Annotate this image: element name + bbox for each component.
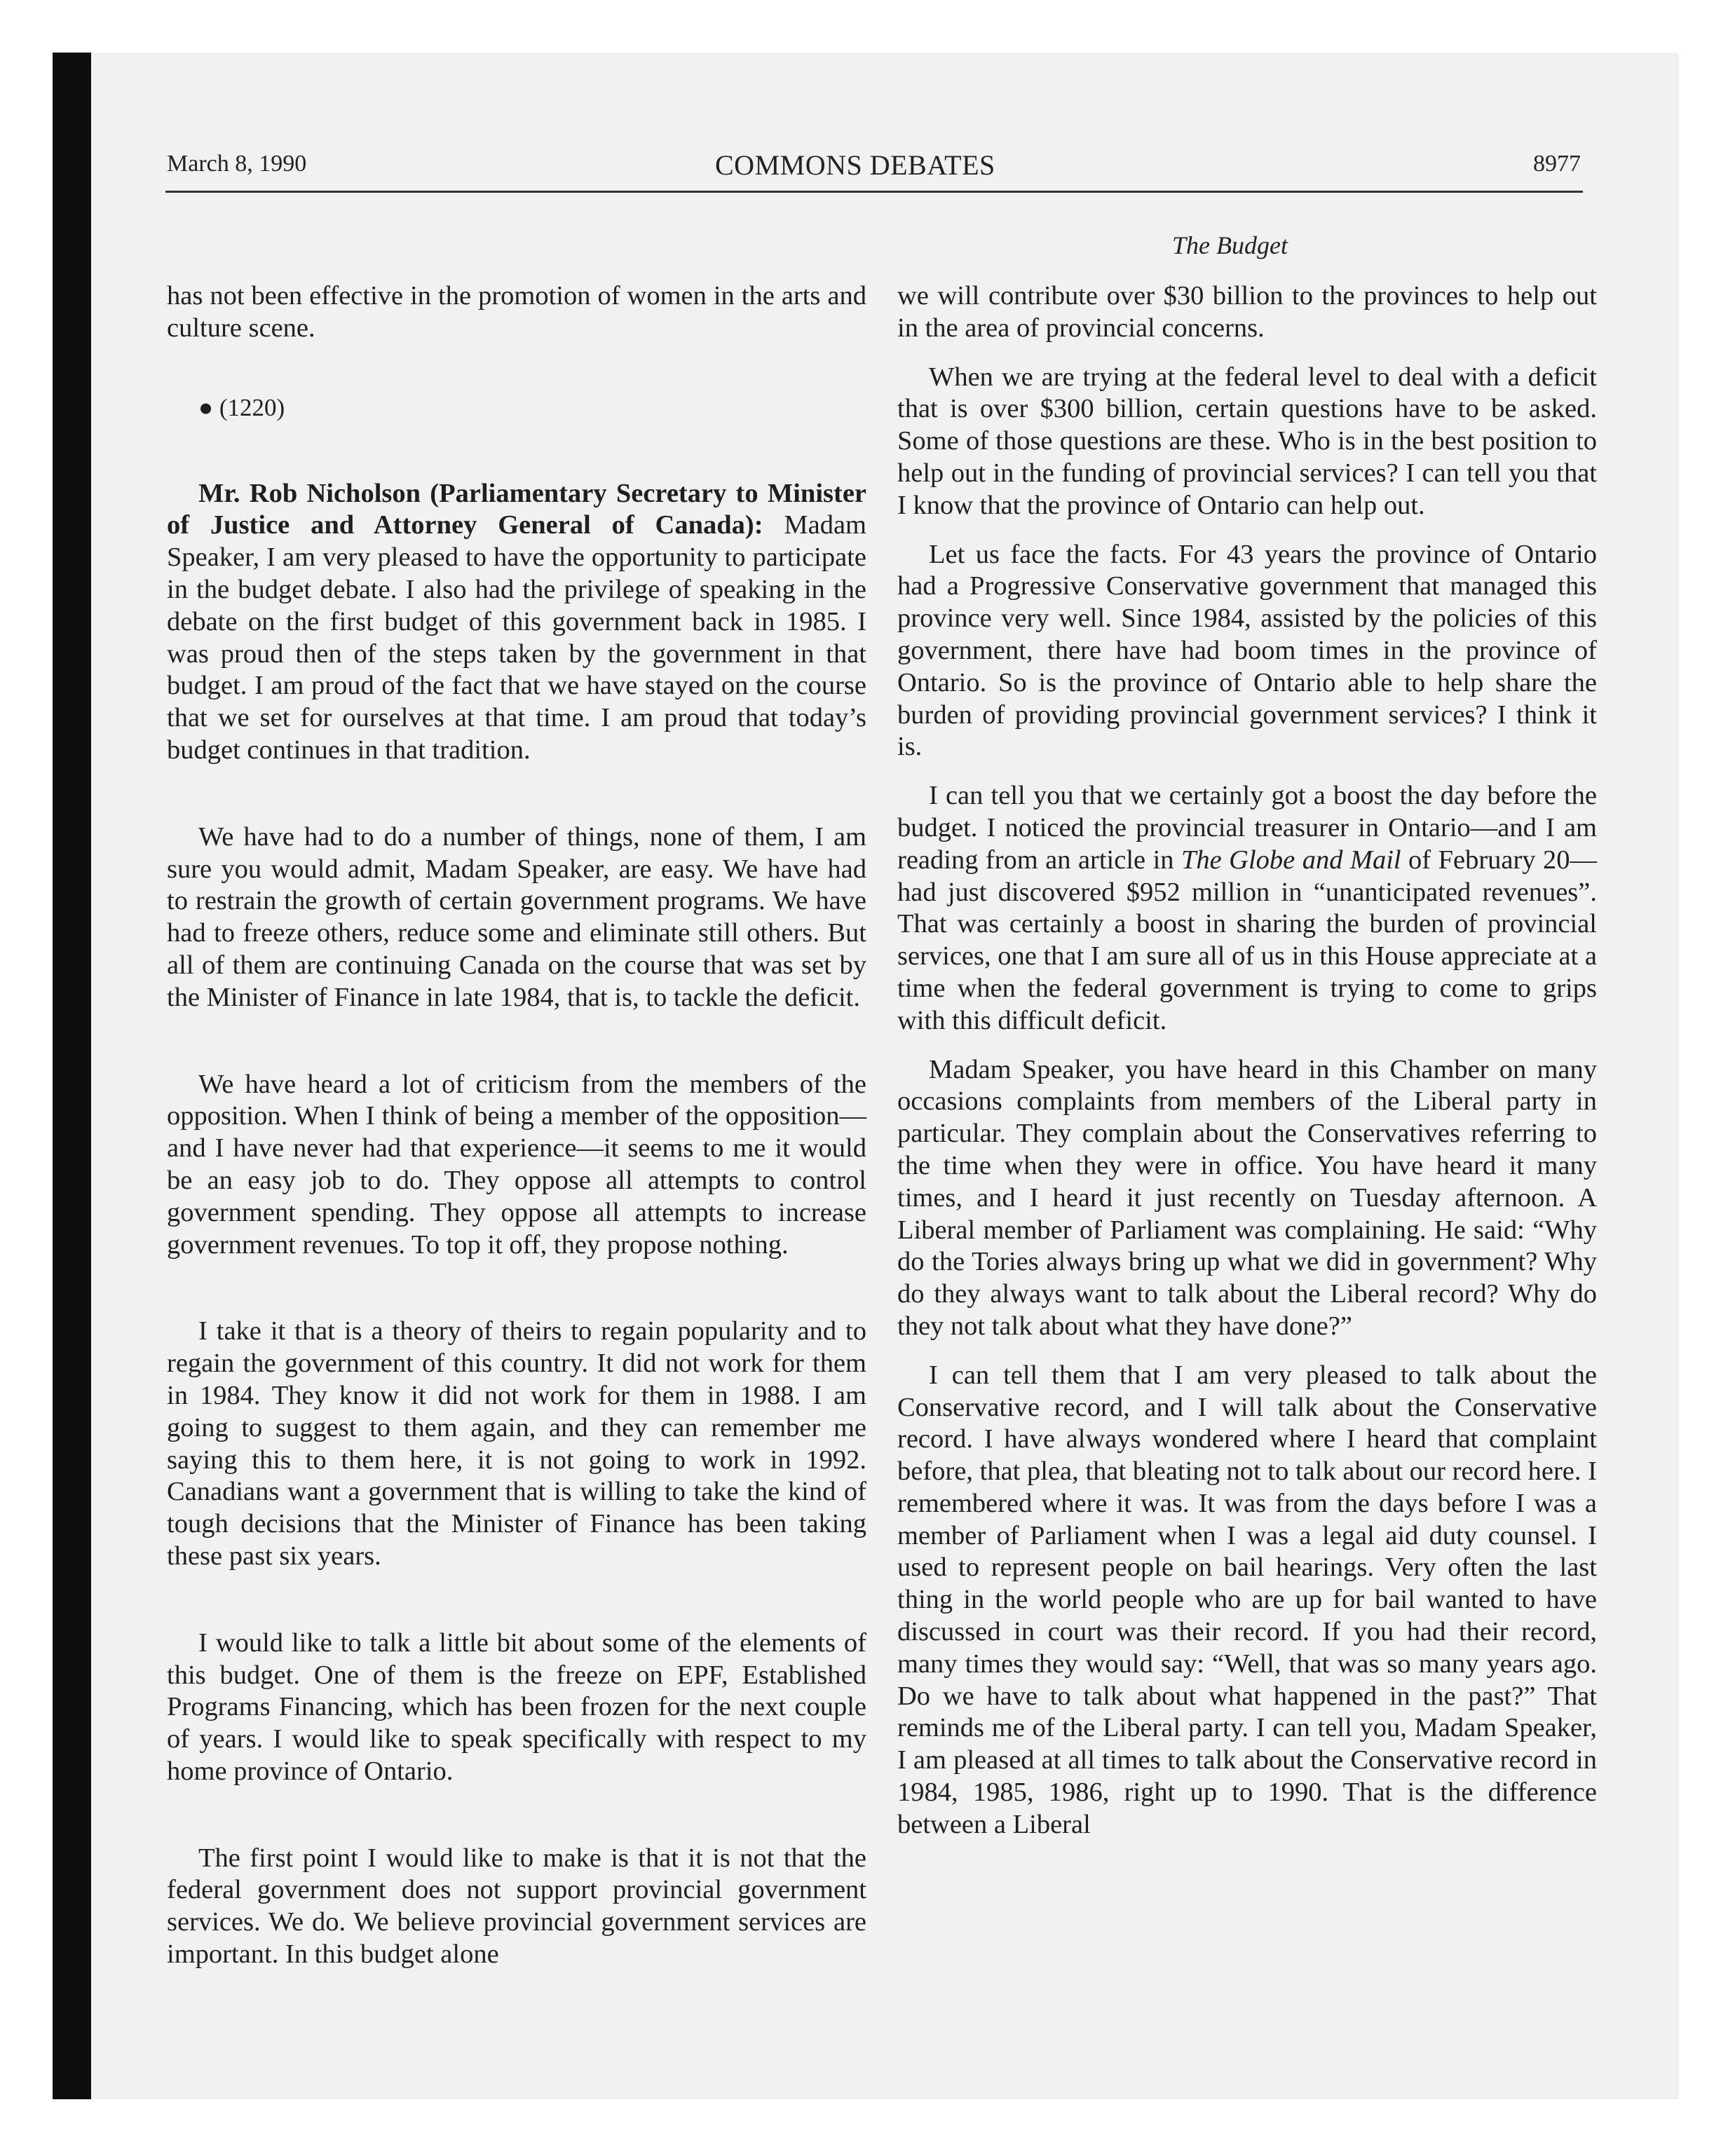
time-marker: ● (1220)	[198, 393, 285, 421]
paragraph: we will contribute over $30 billion to the provinces to help out in the area of provincial concerns.	[897, 281, 1597, 343]
page-number: 8977	[1533, 151, 1581, 177]
newspaper-title: The Globe and Mail	[1181, 845, 1401, 875]
header-date: March 8, 1990	[167, 151, 307, 177]
text-run: of February 20—had just discovered $952 million in “unanticipated revenues”. That was certainly a boost in sharing the burden of provincial services, one that I am sure all of us in this House appreciate at a time when the federal government is trying to come to grips with this difficult deficit.	[897, 845, 1597, 1035]
paragraph: I would like to talk a little bit about some of the elements of this budget. One of them is the freeze on EPF, Established Programs Financing, which has been frozen for the next couple of years. I would like to speak specifically with respect to my home province of Ontario.	[167, 1628, 866, 1786]
paragraph: Let us face the facts. For 43 years the province of Ontario had a Progressive Conservative government that managed this province very well. Since 1984, assisted by the policies of this government, there have had boom times in the province of Ontario. So is the province of Ontario able to help share the burden of providing provincial government services? I think it is.	[897, 539, 1597, 762]
header-title: COMMONS DEBATES	[715, 149, 995, 181]
scan-binding-edge	[53, 53, 91, 2099]
header-rule	[165, 191, 1583, 193]
paragraph: Madam Speaker, you have heard in this Chamber on many occasions complaints from members of the Liberal party in particular. They complain about the Conservatives referring to the time when they were in office. You have heard it many times, and I heard it just recently on Tuesday afternoon. A Liberal member of Parliament was complaining. He said: “Why do the Tories always bring up what we did in government? Why do they always want to talk about the Liberal record? Why do they not talk about what they have done?”	[897, 1054, 1597, 1341]
paragraph: I take it that is a theory of theirs to regain popularity and to regain the government of this country. It did not work for them in 1984. They know it did not work for them in 1988. I am going to suggest to them again, and they can remember me saying this to them here, it is not going to work in 1992. Canadians want a government that is willing to take the kind of tough decisions that the Minister of Finance has been taking these past six years.	[167, 1316, 866, 1571]
paragraph: We have heard a lot of criticism from the members of the opposition. When I think of being a member of the opposition—and I have never had that experience—it seems to me it would be an easy job to do. They oppose all attempts to control government spending. They oppose all attempts to increase government revenues. To top it off, they propose nothing.	[167, 1069, 866, 1260]
speaker-paragraph	[167, 478, 866, 767]
paragraph	[897, 780, 1597, 1037]
left-column	[167, 280, 866, 1971]
paragraph: When we are trying at the federal level to deal with a deficit that is over $300 billion, certain questions have to be asked. Some of those questions are these. Who is in the best position to help out in the funding of provincial services? I can tell you that I know that the province of Ontario can help out.	[897, 362, 1597, 520]
running-head: The Budget	[1172, 231, 1288, 259]
right-column	[897, 280, 1597, 1841]
text-run: I can tell you that we certainly got a boost the day before the budget. I noticed the provincial treasurer in Ontario—and I am reading from an article in	[897, 781, 1597, 875]
speech-text: Madam Speaker, I am very pleased to have the opportunity to participate in the budget debate. I also had the privilege of speaking in the debate on the first budget of this government back in 1985. I was proud then of the steps taken by the government in that budget. I am proud of the fact that we have stayed on the course that we set for ourselves at that time. I am proud that today’s budget continues in that tradition.	[167, 510, 866, 765]
paragraph: I can tell them that I am very pleased to talk about the Conservative record, and I will talk about the Conservative record. I have always wondered where I heard that complaint before, that plea, that bleating not to talk about our record here. I remembered where it was. It was from the days before I was a member of Parliament when I was a legal aid duty counsel. I used to represent people on bail hearings. Very often the last thing in the world people who are up for bail wanted to have discussed in court was their record. If you had their record, many times they would say: “Well, that was so many years ago. Do we have to talk about what happened in the past?” That reminds me of the Liberal party. I can tell you, Madam Speaker, I am pleased at all times to talk about the Conservative record in 1984, 1985, 1986, right up to 1990. That is the difference between a Liberal	[897, 1360, 1597, 1839]
speaker-name: Mr. Rob Nicholson (Parliamentary Secretary to Minister of Justice and Attorney General of Canada):	[167, 478, 866, 540]
paragraph: We have had to do a number of things, none of them, I am sure you would admit, Madam Speaker, are easy. We have had to restrain the growth of certain government programs. We have had to freeze others, reduce some and eliminate still others. But all of them are continuing Canada on the course that was set by the Minister of Finance in late 1984, that is, to tackle the deficit.	[167, 821, 866, 1012]
paragraph: has not been effective in the promotion of women in the arts and culture scene.	[167, 281, 866, 343]
paragraph: The first point I would like to make is that it is not that the federal government does not support provincial government services. We do. We believe provincial government services are important. In this budget alone	[167, 1843, 866, 1970]
